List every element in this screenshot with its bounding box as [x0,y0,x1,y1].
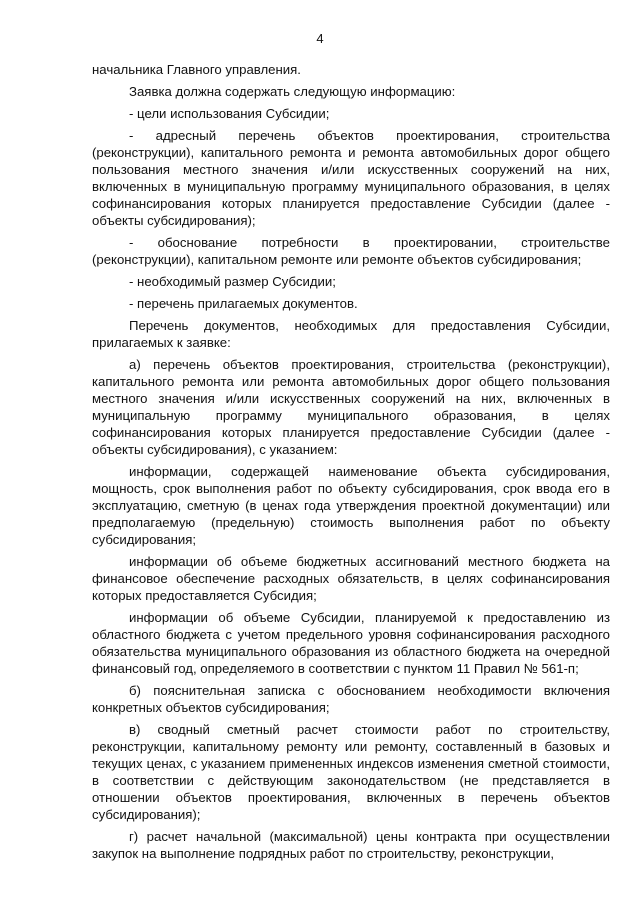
paragraph: в) сводный сметный расчет стоимости работ по строительству, реконструкции, капитальному ремонту или ремонту, составленный в базовых и текущих ценах, с указанием примененных индексов изменения сметной стоимости, в соответствии с действующим законодательством (не представляется в отношении объектов проектирования, включенных в перечень объектов субсидирования); [92,722,610,822]
paragraph: Заявка должна содержать следующую информацию: [129,84,456,99]
paragraph: - адресный перечень объектов проектирования, строительства (реконструкции), капитального ремонта и ремонта автомобильных дорог общего пользования местного значения и/или искусственных сооружений на них, включенных в муниципальную программу муниципального образования, в целях софинансирования которых планируется предоставление Субсидии (далее - объекты субсидирования); [92,128,610,228]
paragraph: г) расчет начальной (максимальной) цены контракта при осуществлении закупок на выполнение подрядных работ по строительству, реконструкции, [92,829,610,861]
paragraph: - цели использования Субсидии; [129,106,330,121]
paragraph: а) перечень объектов проектирования, строительства (реконструкции), капитального ремонта или ремонта автомобильных дорог общего пользования местного значения и/или искусственных сооружений на них, включенных в муниципальную программу муниципального образования, в целях софинансирования которых планируется предоставление Субсидии (далее - объекты субсидирования), с указанием: [92,357,610,457]
paragraph: Перечень документов, необходимых для предоставления Субсидии, прилагаемых к заявке: [92,318,610,350]
paragraph: - обоснование потребности в проектировании, строительстве (реконструкции), капитальном ремонте или ремонте объектов субсидирования; [92,235,610,267]
page-number: 4 [316,31,324,46]
paragraph: - перечень прилагаемых документов. [129,296,358,311]
paragraph: информации об объеме бюджетных ассигнований местного бюджета на финансовое обеспечение расходных обязательств, в целях софинансирования которых предоставляется Субсидия; [92,554,610,603]
paragraph: б) пояснительная записка с обоснованием необходимости включения конкретных объектов субсидирования; [92,683,610,715]
document-body [92,61,610,862]
paragraph: информации, содержащей наименование объекта субсидирования, мощность, срок выполнения работ по объекту субсидирования, срок ввода его в эксплуатацию, сметную (в ценах года утверждения проектной документации) или предполагаемую (предельную) стоимость выполнения работ по объекту субсидирования; [92,464,610,547]
paragraph: начальника Главного управления. [92,62,301,77]
paragraph: - необходимый размер Субсидии; [129,274,336,289]
paragraph: информации об объеме Субсидии, планируемой к предоставлению из областного бюджета с учетом предельного уровня софинансирования расходного обязательства муниципального образования из областного бюджета на очередной финансовый год, определяемого в соответствии с пунктом 11 Правил № 561-п; [92,610,610,676]
